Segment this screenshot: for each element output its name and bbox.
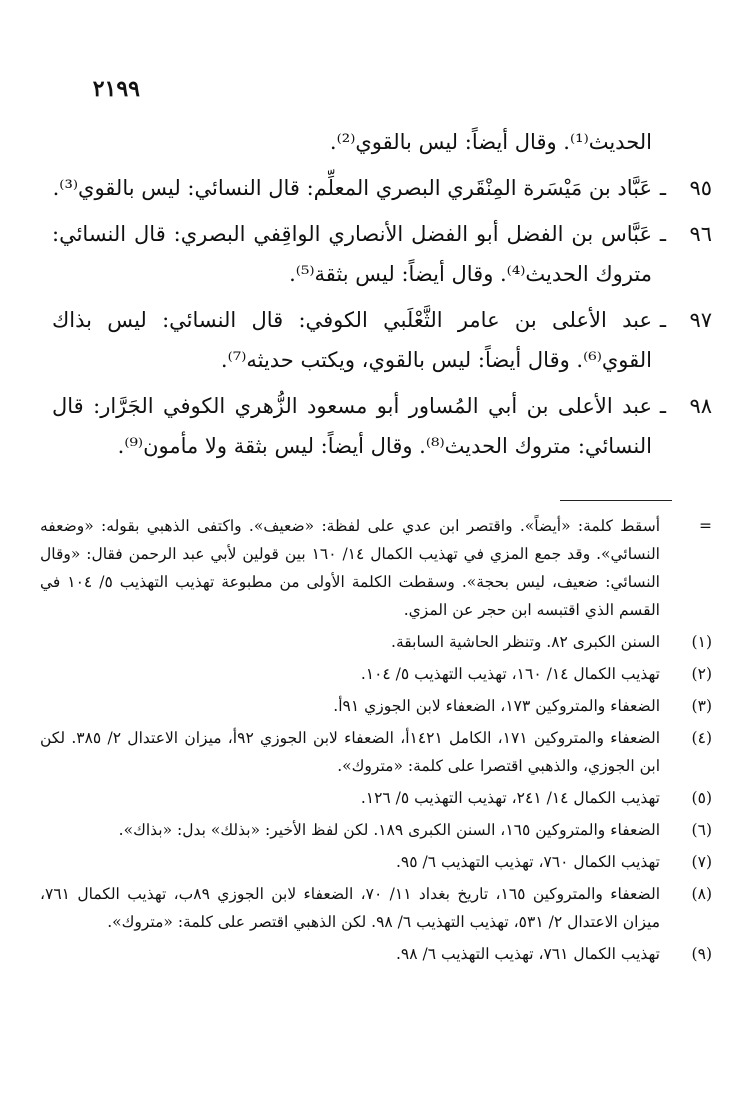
footnote-number: (٦)	[691, 821, 712, 839]
footnote-text: الضعفاء والمتروكين ١٧١، الكامل ١٤٢١أ، الضعفاء لابن الجوزي ٩٢أ، ميزان الاعتدال ٢/ ٣٨٥. لكن ابن الجوزي، والذهبي اقتصرا على كلمة: «متروك».	[40, 729, 660, 775]
footnote-continuation	[40, 512, 712, 624]
footnote-text: تهذيب الكمال ٧٦١، تهذيب التهذيب ٦/ ٩٨.	[395, 945, 660, 963]
entry-dash: ـ	[659, 222, 667, 246]
footnote-text: أسقط كلمة: «أيضاً». واقتصر ابن عدي على لفظة: «ضعيف». واكتفى الذهبي بقوله: «وضعفه النسائي». وقد جمع المزي في تهذيب الكمال ١٤/ ١٦٠ بين قولين لأبي عبد الرحمن فقال: «وقال النسائي: ضعيف، ليس بحجة». وسقطت الكلمة الأولى من مطبوعة تهذيب التهذيب ٥/ ١٠٤ في القسم الذي اقتبسه ابن حجر عن المزي.	[40, 517, 660, 619]
footnote-number: (٣)	[691, 697, 712, 715]
footnote-9	[40, 940, 712, 968]
footnote-number: =	[699, 517, 712, 535]
footnote-6	[40, 816, 712, 844]
entry-text: الحديث⁽¹⁾. وقال أيضاً: ليس بالقوي⁽²⁾.	[329, 130, 652, 154]
footnote-text: الضعفاء والمتروكين ١٦٥، تاريخ بغداد ١١/ ٧٠، الضعفاء لابن الجوزي ٨٩ب، تهذيب الكمال ٧٦١، ميزان الاعتدال ٢/ ٥٣١، تهذيب التهذيب ٦/ ٩٨. لكن الذهبي اقتصر على كلمة: «متروك».	[40, 885, 661, 931]
footnote-separator	[560, 500, 672, 501]
entry-dash: ـ	[659, 308, 667, 332]
entry-number: ٩٦	[689, 222, 712, 246]
footnote-number: (٢)	[691, 665, 712, 683]
entry-text: عبد الأعلى بن أبي المُساور أبو مسعود الزُّهري الكوفي الجَرَّار: قال النسائي: متروك الحديث⁽⁸⁾. وقال أيضاً: ليس بثقة ولا مأمون⁽⁹⁾.	[52, 394, 652, 458]
footnote-text: السنن الكبرى ٨٢. وتنظر الحاشية السابقة.	[391, 633, 660, 651]
footnote-4	[40, 724, 712, 780]
entry-97	[52, 300, 712, 380]
footnote-7	[40, 848, 712, 876]
entry-dash: ـ	[659, 176, 667, 200]
page-number: ٢١٩٩	[92, 76, 140, 102]
footnote-text: الضعفاء والمتروكين ١٦٥، السنن الكبرى ١٨٩. لكن لفظ الأخير: «بذلك» بدل: «بذاك».	[118, 821, 660, 839]
entry-text: عبد الأعلى بن عامر الثَّعْلَبي الكوفي: قال النسائي: ليس بذاك القوي⁽⁶⁾. وقال أيضاً: ليس بالقوي، ويكتب حديثه⁽⁷⁾.	[52, 308, 652, 372]
footnote-8	[40, 880, 712, 936]
entry-continuation	[52, 122, 712, 162]
footnote-text: تهذيب الكمال ٧٦٠، تهذيب التهذيب ٦/ ٩٥.	[395, 853, 660, 871]
footnote-text: الضعفاء والمتروكين ١٧٣، الضعفاء لابن الجوزي ٩١أ.	[333, 697, 660, 715]
footnote-number: (٥)	[691, 789, 712, 807]
entry-number: ٩٧	[689, 308, 712, 332]
entry-number: ٩٥	[689, 176, 712, 200]
entry-text: عَبَّاس بن الفضل أبو الفضل الأنصاري الواقِفي البصري: قال النسائي: متروك الحديث⁽⁴⁾. وقال أيضاً: ليس بثقة⁽⁵⁾.	[52, 222, 652, 286]
entry-text: عَبَّاد بن مَيْسَرة المِنْقَري البصري المعلِّم: قال النسائي: ليس بالقوي⁽³⁾.	[52, 176, 652, 200]
entry-98	[52, 386, 712, 466]
main-text	[52, 122, 712, 472]
footnote-number: (١)	[691, 633, 712, 651]
footnote-text: تهذيب الكمال ١٤/ ١٦٠، تهذيب التهذيب ٥/ ١٠٤.	[360, 665, 660, 683]
footnote-2	[40, 660, 712, 688]
footnote-5	[40, 784, 712, 812]
footnote-3	[40, 692, 712, 720]
footnote-number: (٨)	[691, 885, 712, 903]
entry-dash: ـ	[659, 394, 667, 418]
entry-number: ٩٨	[689, 394, 712, 418]
footnote-number: (٤)	[691, 729, 712, 747]
footnotes	[40, 512, 712, 972]
entry-95	[52, 168, 712, 208]
entry-96	[52, 214, 712, 294]
footnote-number: (٧)	[691, 853, 712, 871]
footnote-text: تهذيب الكمال ١٤/ ٢٤١، تهذيب التهذيب ٥/ ١٢٦.	[360, 789, 660, 807]
footnote-number: (٩)	[691, 945, 712, 963]
footnote-1	[40, 628, 712, 656]
